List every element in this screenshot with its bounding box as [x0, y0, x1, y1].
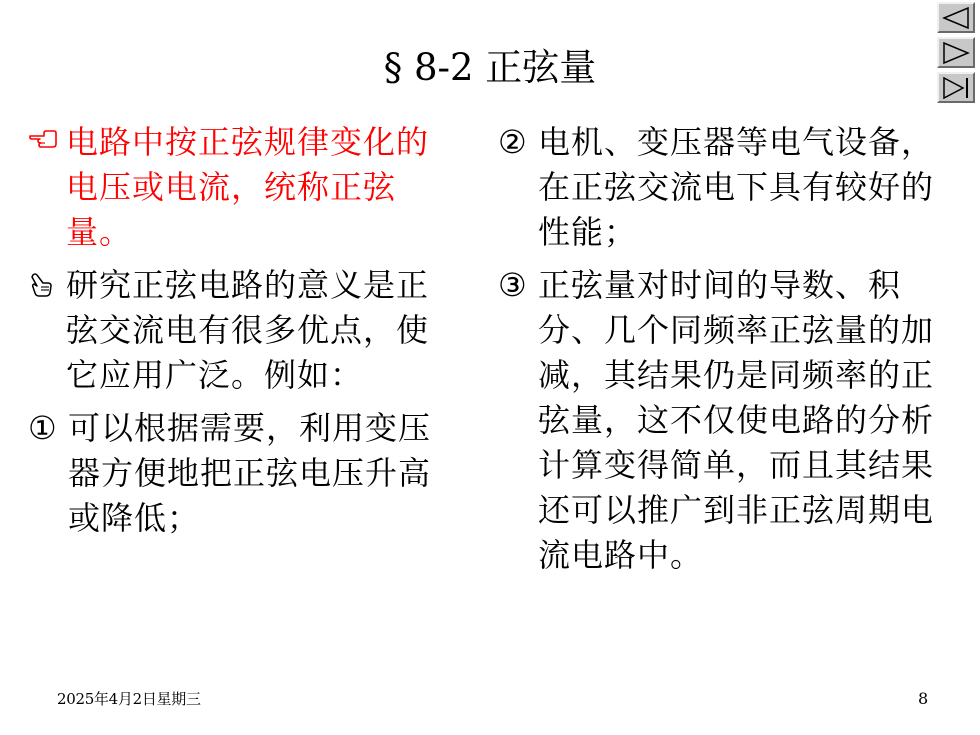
- item-2-text: 电机、变压器等电气设备，在正弦交流电下具有较好的性能；: [538, 123, 935, 251]
- hand-point-icon: [28, 263, 66, 298]
- left-column: [28, 120, 458, 541]
- next-slide-button[interactable]: [937, 37, 975, 68]
- item-1-marker: ①: [28, 409, 57, 447]
- significance-paragraph: [28, 263, 458, 398]
- significance-text: 研究正弦电路的意义是正弦交流电有很多优点，使它应用广泛。例如：: [66, 266, 430, 394]
- triangle-left-icon: [941, 6, 971, 30]
- footer-date: 2025年4月2日星期三: [57, 690, 201, 708]
- slide-title: § 8-2 正弦量: [383, 46, 597, 89]
- page-number: 8: [918, 689, 929, 708]
- slide-navigation: [937, 2, 977, 107]
- definition-text: 电路中按正弦规律变化的电压或电流，统称正弦量。: [66, 123, 430, 251]
- item-2-marker: ②: [498, 123, 527, 161]
- item-3-text: 正弦量对时间的导数、积分、几个同频率正弦量的加减，其结果仍是同频率的正弦量，这不仅使电路的分析计算变得简单，而且其结果还可以推广到非正弦周期电流电路中。: [538, 266, 935, 574]
- list-item-3: [498, 263, 948, 578]
- item-3-marker: ③: [498, 266, 527, 304]
- triangle-right-icon: [941, 41, 971, 65]
- definition-paragraph: [28, 120, 458, 255]
- pointing-hand-icon: [28, 120, 66, 151]
- list-item-1: [28, 406, 458, 541]
- previous-slide-button[interactable]: [937, 2, 975, 33]
- last-slide-button[interactable]: [937, 72, 975, 103]
- list-item-2: [498, 120, 948, 255]
- right-column: [498, 120, 948, 578]
- item-1-text: 可以根据需要，利用变压器方便地把正弦电压升高或降低；: [68, 409, 432, 537]
- triangle-right-end-icon: [941, 76, 971, 100]
